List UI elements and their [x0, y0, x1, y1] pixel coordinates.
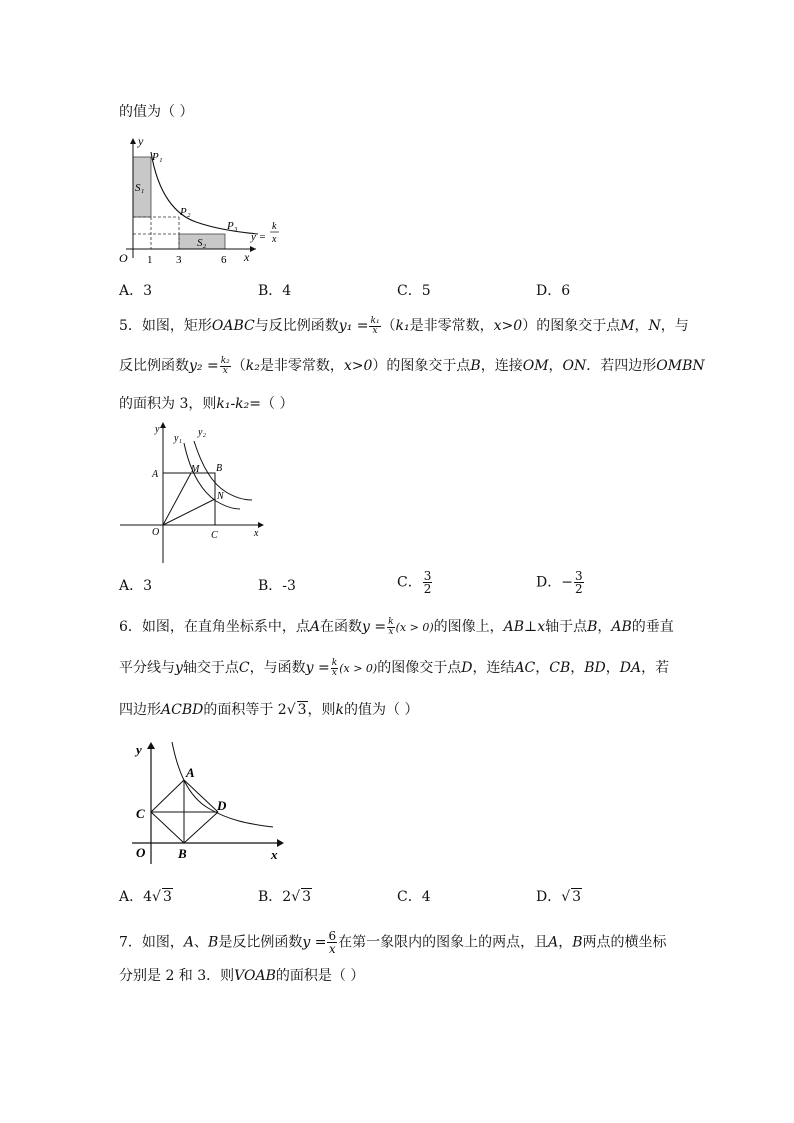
q6-option-a[interactable]: A．4√ 3 [119, 889, 172, 905]
q5-option-c[interactable]: C． $\frac{3}{2}$ [397, 569, 432, 596]
q6-c-label: C [136, 806, 145, 821]
q6-y-label: y [136, 742, 142, 757]
q5-figure [116, 418, 268, 564]
q6-figure [128, 732, 288, 872]
q4-tick-1: 1 [147, 254, 153, 266]
q4-x-label: x [244, 250, 250, 264]
q6-line-3: 四边形ACBD的面积等于 2√ 3，则k的值为（ ） [119, 702, 419, 718]
q4-curve-x: x [272, 234, 277, 245]
q4-origin: O [119, 251, 128, 265]
q6-option-d[interactable]: D．√ 3 [536, 889, 582, 905]
q6-b-label: B [178, 846, 187, 861]
q4-y-label: y [138, 134, 144, 148]
q4-p2: P₂ [180, 206, 191, 218]
q6-line-2: 平分线与y轴交于点C，与函数y = $\frac{k}{x}$ (x > 0)的图像交于点D，连结AC，CB，BD，DA，若 [119, 657, 670, 678]
q4-p3: P₃ [227, 220, 238, 232]
q4-curve [151, 152, 258, 234]
q4-option-b[interactable]: B．4 [258, 283, 292, 299]
q4-option-c[interactable]: C．5 [397, 283, 431, 299]
q5-curve-y1 [184, 443, 240, 509]
q5-m-label: M [191, 464, 200, 475]
q5-option-d[interactable]: D．− $\frac{3}{2}$ [536, 569, 583, 596]
q6-a-label: A [186, 765, 195, 780]
q6-origin: O [136, 845, 146, 860]
q4-s2-label: S₂ [197, 237, 207, 249]
q7-line-1: 7．如图，A、B是反比例函数y = $\frac{6}{x}$ 在第一象限内的图象上的两点，且A，B两点的横坐标 [119, 929, 667, 956]
q4-tick-3: 3 [176, 254, 182, 266]
q5-rectangle-oabc [163, 473, 215, 525]
q5-a-label: A [152, 469, 159, 480]
q5-x-label: x [254, 528, 259, 539]
q5-line-1: 5．如图，矩形OABC与反比例函数y₁ = $\frac{\text{k₁}}{x}$ （k₁是非零常数，x>0）的图象交于点M，N，与 [119, 315, 689, 336]
q4-figure [116, 130, 291, 272]
q4-curve-k: k [272, 221, 277, 232]
q4-option-d[interactable]: D．6 [536, 283, 571, 299]
q4-option-a[interactable]: A．3 [119, 283, 153, 299]
q4-p1: P₁ [152, 151, 163, 163]
q6-d-label: D [217, 798, 227, 813]
q5-option-b[interactable]: B．-3 [258, 578, 296, 594]
q6-option-b[interactable]: B．2√ 3 [258, 889, 312, 905]
q4-curve-label: y = [251, 231, 267, 243]
q6-curve [172, 742, 273, 827]
q5-origin: O [152, 527, 160, 538]
q5-line-3: 的面积为 3，则k₁-k₂=（ ） [119, 396, 294, 412]
q6-x-label: x [271, 847, 278, 862]
q5-n-label: N [217, 491, 224, 502]
q5-b-label: B [216, 463, 223, 474]
q4-tail-text: 的值为（ ） [119, 104, 194, 120]
q5-y1-label: y₁ [174, 433, 182, 444]
q5-c-label: C [211, 530, 218, 541]
q5-option-a[interactable]: A．3 [119, 578, 153, 594]
q6-option-c[interactable]: C．4 [397, 889, 431, 905]
q5-line-2: 反比例函数y₂ = $\frac{\text{k₂}}{x}$ （k₂是非零常数，x>0）的图象交于点B，连接OM，ON．若四边形OMBN [119, 355, 705, 376]
q6-line-1: 6．如图，在直角坐标系中，点A在函数y = $\frac{k}{x}$ (x > 0)的图像上，AB⊥x轴于点B，AB的垂直 [119, 616, 674, 637]
q4-tick-6: 6 [221, 254, 227, 266]
q7-line-2: 分别是 2 和 3．则VOAB的面积是（ ） [119, 968, 365, 984]
q5-y2-label: y₂ [198, 427, 206, 438]
q4-s1-label: S₁ [135, 182, 145, 194]
q5-y-label: y [155, 424, 160, 435]
